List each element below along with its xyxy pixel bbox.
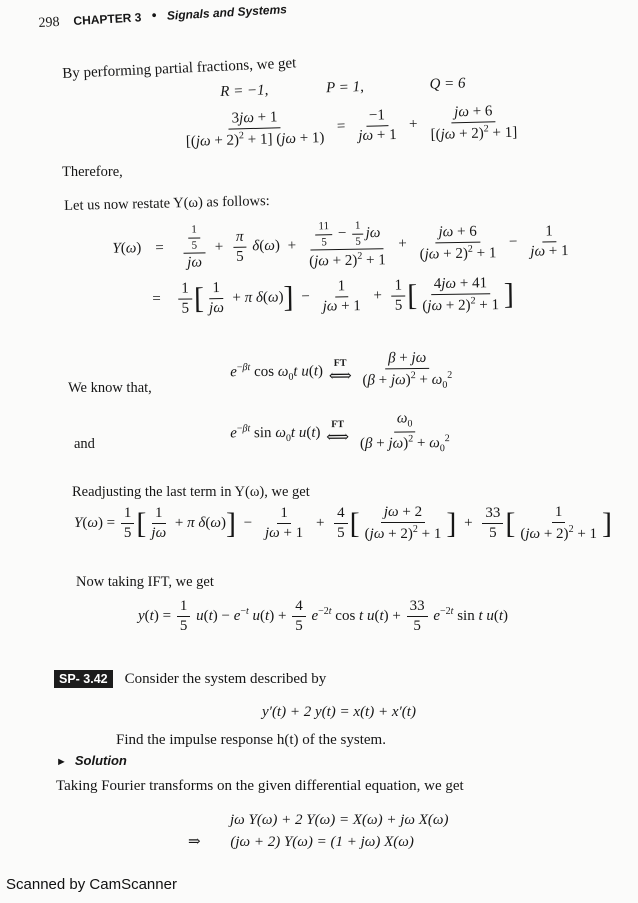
y-omega-equation-2: = $\frac{1}{5}$ [ $\frac{1}{j\omega}$ + π δ(ω)] − $\frac{1}{j\omega + 1}$ + $\frac{1}{5}$ [ $\frac{4j\omega + 41}{(j\omega + 2)^2 + 1}$ ] (152, 275, 515, 317)
partial-fraction-equation: $\frac{3j\omega + 1}{[(j\omega + 2)^2 + 1] (j\omega + 1)}$ = $\frac{-1}{j\omega + 1}$ + $\frac{j\omega + 6}{[(j\omega + 2)^2 + 1]}$ (185, 103, 518, 151)
restate-label: Let us now restate Y(ω) as follows: (64, 192, 270, 214)
solution-text: Taking Fourier transforms on the given differential equation, we get (56, 778, 464, 794)
time-domain-result: y(t) = $\frac{1}{5}$ $u(t) - e^{-t}$ u(t) + $\frac{4}{5}$ $e^{-2t}$ cos t u(t) + $\frac{33}{5}$ $e^{-2t}$ sin t u(t) (138, 598, 509, 635)
solution-eq1-text: jω Y(ω) + 2 Y(ω) = X(ω) + jω X(ω) (230, 812, 449, 828)
problem-task: Find the impulse response h(t) of the system. (116, 732, 386, 748)
ift-label: Now taking IFT, we get (76, 574, 214, 590)
page-header (38, 0, 287, 32)
solution-marker: ► (56, 756, 67, 768)
constant-r: R = −1, (220, 82, 269, 100)
problem-equation-text: y′(t) + 2 y(t) = x(t) + x′(t) (262, 704, 416, 720)
solution-heading-row (56, 752, 127, 770)
scanner-watermark: Scanned by CamScanner (6, 876, 177, 893)
y-omega-equation-1: Y(ω) = $\frac{\frac{1}{5}}{j\omega}$ + $\frac{\pi}{5}$ δ(ω) + $\frac{11}{5}$ − $\frac{1}{5}$ jω $(j\omega + 2)^2 + 1$ + $\frac{j\omega + 6}{(j\omega + 2)^2 + 1}$ − $\frac{1}{j\omega + 1}$ (112, 219, 569, 271)
problem-statement: Consider the system described by (124, 671, 327, 687)
constants-row (220, 75, 466, 101)
intro-text: By performing partial fractions, we get (62, 55, 297, 82)
chapter-label: CHAPTER 3 (73, 10, 142, 29)
solution-equation-2 (188, 832, 414, 851)
implies-symbol: ⇒ (188, 834, 201, 850)
sin-transform-pair: $e^{-\beta t}$ $\sin \omega_0t$ u(t) FT ⟺ $\frac{\omega_0}{(\beta + j\omega)^2 + \omega_0^2}$ (230, 410, 450, 454)
problem-equation (262, 704, 416, 721)
header-separator: • (150, 7, 158, 25)
solution-eq2-text: (jω + 2) Y(ω) = (1 + jω) X(ω) (230, 834, 414, 850)
cos-transform-pair: $e^{-\beta t}$ $\cos \omega_0t$ u(t) FT ⟺ $\frac{\beta + j\omega}{(\beta + j\omega)^2 + \omega_0^2}$ (230, 349, 453, 392)
readjust-label: Readjusting the last term in Y(ω), we get (72, 484, 310, 500)
know-label: We know that, (68, 380, 152, 396)
and-label: and (74, 436, 95, 452)
solution-equation-1 (230, 812, 448, 829)
problem-badge: SP- 3.42 (54, 670, 113, 688)
therefore-label: Therefore, (62, 164, 123, 180)
page-number: 298 (38, 14, 60, 31)
constant-p: P = 1, (325, 78, 365, 97)
chapter-title: Signals and Systems (166, 2, 288, 23)
problem-header (54, 670, 326, 688)
solution-heading: Solution (74, 753, 127, 768)
y-omega-readjusted: Y(ω) = $\frac{1}{5}$ [ $\frac{1}{j\omega}$ + π δ(ω)] − $\frac{1}{j\omega + 1}$ + $\frac{4}{5}$ [ $\frac{j\omega + 2}{(j\omega + 2)^2 + 1}$ ] + $\frac{33}{5}$ [ $\frac{1}{(j\omega + 2)^2 + 1}$ ] (74, 504, 613, 543)
constant-q: Q = 6 (429, 75, 466, 93)
